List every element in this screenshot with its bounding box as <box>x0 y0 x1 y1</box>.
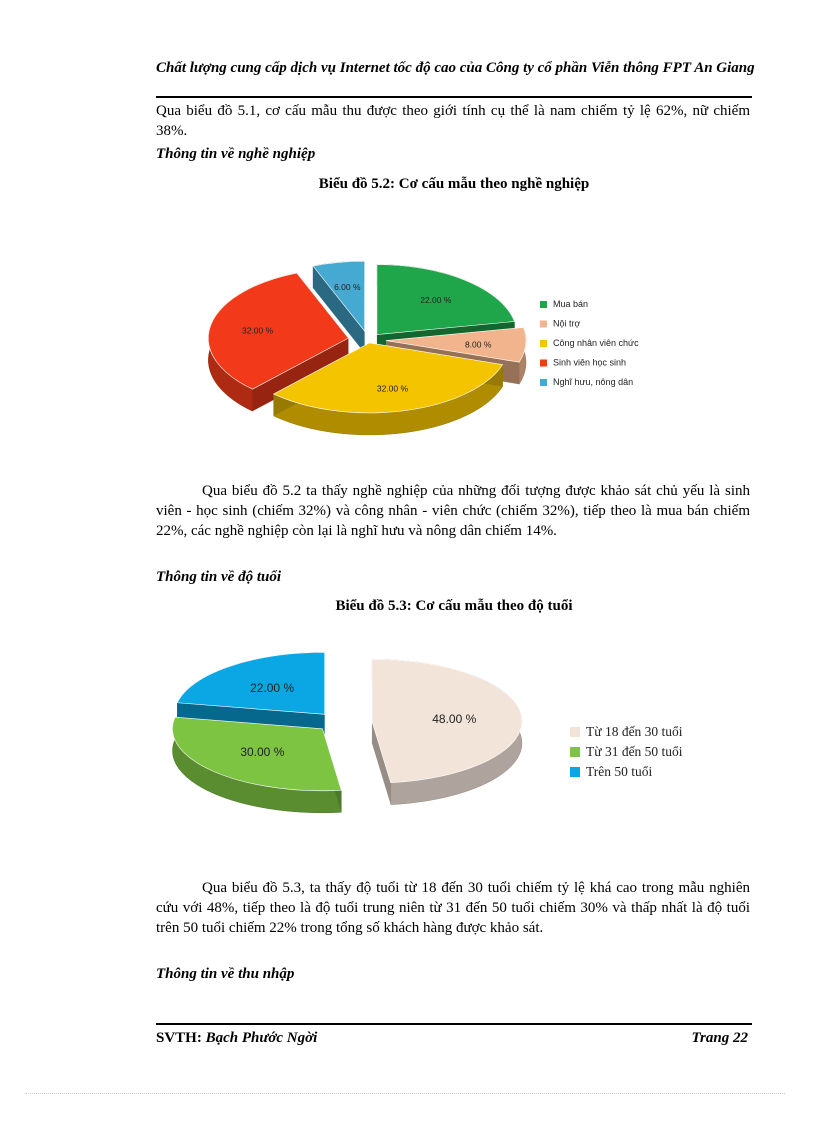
pie-slice-tu-18-den-30-tuoi <box>372 659 522 805</box>
chart-title-age: Biểu đồ 5.3: Cơ cấu mẫu theo độ tuổi <box>335 598 573 614</box>
data-label-sinh-vien-hoc-sinh: 32.00 % <box>241 325 274 336</box>
data-label-tren-50-tuoi: 22.00 % <box>250 681 295 696</box>
legend-label-tu-18-den-30-tuoi: Từ 18 đến 30 tuổi <box>586 724 683 739</box>
legend-swatch-cong-nhan-vien-chuc <box>540 340 547 347</box>
legend-label-cong-nhan-vien-chuc: Công nhân viên chức <box>553 338 639 348</box>
pie-slices <box>173 652 522 812</box>
data-label-tu-31-den-50-tuoi: 30.00 % <box>240 745 285 760</box>
footer-page-number: Trang 22 <box>691 1030 748 1046</box>
legend-swatch-tu-31-den-50-tuoi <box>570 747 580 757</box>
footer-svth-label: SVTH: <box>156 1030 202 1046</box>
legend-label-mua-ban: Mua bán <box>553 299 589 309</box>
data-label-cong-nhan-vien-chuc: 32.00 % <box>376 383 409 394</box>
occupation-pie-chart <box>200 225 640 450</box>
legend-label-sinh-vien-hoc-sinh: Sinh viên học sinh <box>553 357 627 368</box>
chart-title-occupation: Biểu đồ 5.2: Cơ cấu mẫu theo nghề nghiệp <box>318 176 590 192</box>
footer-divider <box>156 1023 752 1025</box>
legend-swatch-tren-50-tuoi <box>570 767 580 777</box>
age-pie-chart <box>190 660 750 830</box>
legend-swatch-nghi-huu-nong-dan <box>540 379 547 386</box>
heading-occupation: Thông tin về nghề nghiệp <box>156 146 316 162</box>
data-label-mua-ban: 22.00 % <box>420 295 452 306</box>
chart-legend <box>570 724 683 779</box>
age-paragraph: Qua biểu đồ 5.3, ta thấy độ tuổi từ 18 đến 30 tuổi chiếm tỷ lệ khá cao trong mẫu nghiên cứu với 48%, tiếp theo là độ tuổi trung niên từ 31 đến 50 tuổi chiếm 30% và thấp nhất là độ tuổi trên 50 tuổi chiếm 22% trong tổng số khách hàng được khảo sát. <box>156 880 750 936</box>
data-label-tu-18-den-30-tuoi: 48.00 % <box>432 712 477 727</box>
occupation-paragraph: Qua biểu đồ 5.2 ta thấy nghề nghiệp của những đối tượng được khảo sát chủ yếu là sinh viên - học sinh (chiếm 32%) và công nhân - viên chức (chiếm 32%), tiếp theo là mua bán chiếm 22%, các nghề nghiệp còn lại là nghĩ hưu và nông dân chiếm 14%. <box>156 483 750 539</box>
pie-slice-tu-31-den-50-tuoi <box>173 717 342 813</box>
intro-paragraph: Qua biểu đồ 5.1, cơ cấu mẫu thu được theo giới tính cụ thể là nam chiếm tỷ lệ 62%, nữ chiếm 38%. <box>156 103 750 139</box>
data-label-noi-tro: 8.00 % <box>464 339 492 350</box>
legend-label-tren-50-tuoi: Trên 50 tuổi <box>586 764 653 779</box>
legend-swatch-noi-tro <box>540 321 547 328</box>
page-bottom-dotted-rule <box>25 1093 785 1094</box>
legend-label-noi-tro: Nội trợ <box>553 318 581 329</box>
header-divider <box>156 96 752 98</box>
running-header-title: Chất lượng cung cấp dịch vụ Internet tốc độ cao của Công ty cổ phần Viễn thông FPT An Giang <box>156 60 755 76</box>
data-label-nghi-huu-nong-dan: 6.00 % <box>334 281 361 292</box>
legend-swatch-tu-18-den-30-tuoi <box>570 727 580 737</box>
footer-student-name: Bạch Phước Ngời <box>205 1030 318 1046</box>
heading-income: Thông tin về thu nhập <box>156 966 295 982</box>
legend-label-nghi-huu-nong-dan: Nghĩ hưu, nông dân <box>553 377 634 387</box>
footer-svth <box>156 1030 317 1047</box>
legend-swatch-mua-ban <box>540 301 547 308</box>
legend-swatch-sinh-vien-hoc-sinh <box>540 360 547 367</box>
legend-label-tu-31-den-50-tuoi: Từ 31 đến 50 tuổi <box>586 744 683 759</box>
heading-age: Thông tin về độ tuổi <box>156 569 282 585</box>
chart-legend <box>540 299 639 387</box>
